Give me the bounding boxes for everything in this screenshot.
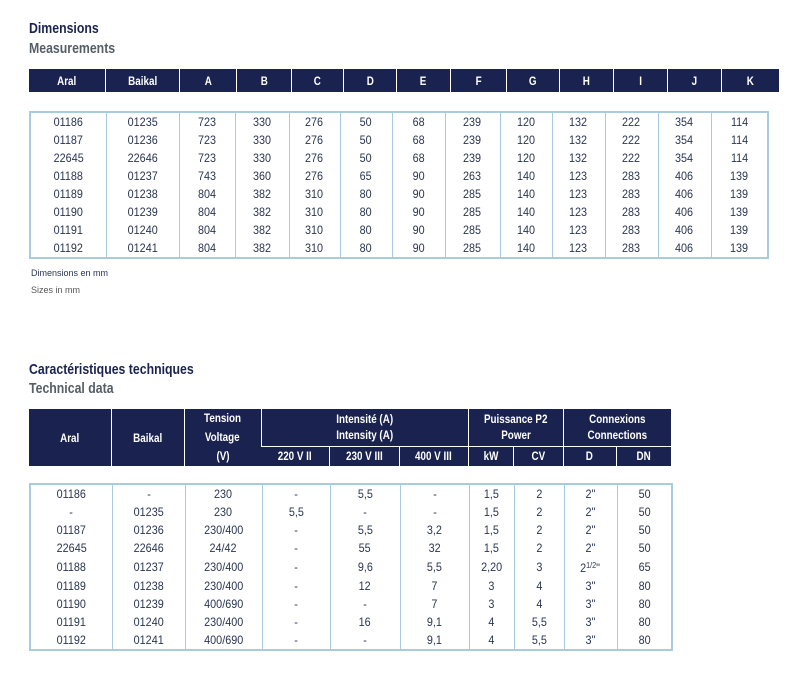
technical-table [29,483,673,651]
table-cell: 01188 [56,560,86,574]
table-row [30,539,672,557]
table-row [30,221,768,239]
dimensions-table [29,111,769,259]
table-cell: 5,5 [330,521,400,539]
table-cell: - [69,505,74,519]
table-cell: 239 [445,131,500,149]
table-cell: 804 [179,185,235,203]
table-cell: 7 [400,595,469,613]
table-cell: 50 [617,503,672,521]
table-cell: 354 [658,131,711,149]
table-cell: 283 [605,203,658,221]
table-cell: 139 [711,185,768,203]
table-row [30,631,672,650]
th-cv: CV [513,446,563,466]
th-aral: Aral [29,409,111,466]
table-cell: 16 [330,613,400,631]
table-cell: 330 [235,112,289,131]
th-power: Puissance P2 Power [468,409,563,446]
table-row [30,167,768,185]
table-cell: - [262,484,330,503]
table-cell: 406 [658,203,711,221]
table-cell: 276 [289,149,340,167]
table-cell: 2 [514,521,564,539]
table-cell: 283 [605,167,658,185]
table-cell: 3,2 [400,521,469,539]
table-row [30,503,672,521]
table-row [30,131,768,149]
table-cell: 01192 [53,241,83,255]
table-row [30,484,672,503]
table-cell: 239 [445,112,500,131]
table-cell: 2 [514,503,564,521]
table-cell: 7 [400,577,469,595]
table-cell: 50 [340,112,392,131]
table-cell: 01188 [53,169,83,183]
table-cell: 1,5 [469,484,514,503]
table-cell: - [330,595,400,613]
th-400v: 400 V III [399,446,468,466]
table-cell: 723 [179,149,235,167]
technical-title: Caractéristiques techniques [29,361,194,378]
table-cell: 68 [392,131,445,149]
table-cell: - [112,484,185,503]
table-cell: 5,5 [400,557,469,577]
table-cell: - [400,484,469,503]
th-dn: DN [616,446,671,466]
dim-col-header: Aral [29,69,106,92]
table-cell: 139 [711,203,768,221]
table-cell: 01191 [53,223,83,237]
table-row [30,149,768,167]
table-cell: 3" [564,613,617,631]
table-cell: 9,6 [330,557,400,577]
table-row [30,595,672,613]
table-cell: 230 [185,484,262,503]
table-cell: 01236 [106,131,179,149]
table-cell: 2 [514,484,564,503]
table-row [30,239,768,258]
table-cell: 743 [179,167,235,185]
dim-col-header: B [237,69,292,92]
table-cell: 2" [564,484,617,503]
table-cell: 139 [711,239,768,258]
table-cell: 5,5 [330,484,400,503]
table-cell: 80 [617,631,672,650]
table-cell: - [400,503,469,521]
dim-col-header: Baikal [106,69,180,92]
table-cell: 283 [605,239,658,258]
th-220v: 220 V II [261,446,329,466]
table-cell: - [262,539,330,557]
table-cell: 01190 [56,597,86,611]
table-cell: 01187 [53,133,83,147]
table-cell: 50 [340,131,392,149]
table-cell: 120 [500,112,552,131]
table-cell: 01238 [112,577,185,595]
dim-col-header: I [614,69,668,92]
dim-col-header: J [668,69,722,92]
table-cell: 139 [711,221,768,239]
table-cell: 354 [658,112,711,131]
table-cell: 22645 [56,541,87,555]
table-cell: 22646 [106,149,179,167]
table-row [30,577,672,595]
table-cell: 4 [514,595,564,613]
table-cell: 80 [340,185,392,203]
technical-header [29,409,671,466]
table-cell: - [330,503,400,521]
table-cell: 382 [235,185,289,203]
table-cell: 400/690 [185,631,262,650]
table-cell: 222 [605,131,658,149]
table-cell: 50 [617,539,672,557]
table-cell: 01191 [56,615,86,629]
table-cell: 5,5 [514,613,564,631]
table-cell: 24/42 [185,539,262,557]
table-cell: 123 [552,167,605,185]
table-cell: 123 [552,203,605,221]
table-cell: 3 [514,557,564,577]
table-cell: 310 [289,239,340,258]
th-d: D [563,446,616,466]
table-cell: 276 [289,112,340,131]
table-cell: 804 [179,203,235,221]
table-row [30,112,768,131]
table-cell: 230/400 [185,577,262,595]
table-cell: 22646 [112,539,185,557]
table-cell: $2^{1/2}$" [564,557,617,577]
table-cell: 139 [711,167,768,185]
table-cell: 140 [500,239,552,258]
table-cell: 382 [235,239,289,258]
th-kw: kW [468,446,513,466]
table-cell: 1,5 [469,503,514,521]
table-cell: 123 [552,239,605,258]
th-intensity: Intensité (A) Intensity (A) [261,409,468,446]
table-cell: 22645 [53,151,84,165]
table-cell: 360 [235,167,289,185]
table-cell: 4 [469,613,514,631]
table-cell: 406 [658,239,711,258]
table-cell: 2 [514,539,564,557]
table-cell: 50 [617,521,672,539]
table-cell: 80 [617,613,672,631]
table-cell: 804 [179,239,235,258]
table-cell: - [262,577,330,595]
table-cell: 01237 [106,167,179,185]
table-cell: 804 [179,221,235,239]
table-cell: 276 [289,167,340,185]
table-cell: 50 [617,484,672,503]
table-cell: 2,20 [469,557,514,577]
dimensions-header [29,69,779,92]
table-cell: - [262,595,330,613]
table-cell: 406 [658,167,711,185]
table-cell: - [262,631,330,650]
table-cell: 382 [235,221,289,239]
table-cell: 01240 [112,613,185,631]
table-cell: 9,1 [400,613,469,631]
table-cell: 723 [179,131,235,149]
table-cell: 80 [340,221,392,239]
table-cell: 400/690 [185,595,262,613]
table-cell: 01240 [106,221,179,239]
table-cell: - [262,613,330,631]
table-cell: 01192 [56,633,86,647]
table-cell: 120 [500,149,552,167]
table-cell: 114 [711,131,768,149]
table-cell: 283 [605,221,658,239]
table-cell: 90 [392,185,445,203]
table-cell: 01241 [106,239,179,258]
table-cell: 230/400 [185,521,262,539]
table-cell: 3 [469,577,514,595]
table-cell: 723 [179,112,235,131]
dim-col-header: K [722,69,780,92]
table-cell: 68 [392,149,445,167]
technical-subtitle: Technical data [29,380,114,397]
table-cell: 354 [658,149,711,167]
table-cell: 65 [340,167,392,185]
table-cell: 12 [330,577,400,595]
table-cell: 1,5 [469,521,514,539]
table-cell: 2" [564,521,617,539]
dimensions-note: Dimensions en mm [31,268,109,278]
table-cell: 90 [392,203,445,221]
dim-col-header: A [180,69,237,92]
table-cell: 3" [564,577,617,595]
table-row [30,521,672,539]
table-cell: 2" [564,539,617,557]
table-cell: 01239 [106,203,179,221]
th-baikal: Baikal [111,409,184,466]
table-cell: 132 [552,149,605,167]
table-cell: 01237 [112,557,185,577]
table-cell: 01187 [56,523,86,537]
th-connections: Connexions Connections [563,409,671,446]
table-cell: 4 [514,577,564,595]
table-cell: 230/400 [185,557,262,577]
table-cell: 230/400 [185,613,262,631]
table-cell: - [262,521,330,539]
table-cell: 285 [445,239,500,258]
table-cell: 330 [235,131,289,149]
table-row [30,557,672,577]
table-cell: 01238 [106,185,179,203]
table-cell: 2" [564,503,617,521]
dim-col-header: G [507,69,560,92]
table-cell: 406 [658,221,711,239]
table-cell: 5,5 [514,631,564,650]
table-cell: 123 [552,221,605,239]
table-cell: 01186 [56,487,86,501]
table-row [30,613,672,631]
table-cell: 90 [392,167,445,185]
table-cell: 283 [605,185,658,203]
table-row [30,185,768,203]
th-230v: 230 V III [329,446,399,466]
table-cell: 1,5 [469,539,514,557]
table-cell: 132 [552,131,605,149]
table-cell: 310 [289,185,340,203]
dimensions-title: Dimensions [29,20,99,37]
table-cell: 01235 [106,112,179,131]
table-cell: 3 [469,595,514,613]
table-cell: 132 [552,112,605,131]
table-cell: 140 [500,221,552,239]
table-cell: 80 [340,239,392,258]
table-cell: 285 [445,221,500,239]
table-cell: 01189 [56,579,86,593]
table-cell: 80 [617,595,672,613]
table-cell: 382 [235,203,289,221]
table-cell: 140 [500,185,552,203]
table-cell: 01235 [112,503,185,521]
table-cell: 123 [552,185,605,203]
dim-col-header: E [397,69,451,92]
table-cell: 4 [469,631,514,650]
table-cell: 285 [445,203,500,221]
table-cell: 01241 [112,631,185,650]
table-cell: - [262,557,330,577]
th-tension: Tension Voltage (V) [184,409,261,466]
table-cell: 01236 [112,521,185,539]
table-cell: 55 [330,539,400,557]
table-cell: 3" [564,595,617,613]
table-cell: 65 [617,557,672,577]
table-cell: 50 [340,149,392,167]
dim-col-header: D [344,69,397,92]
table-cell: 330 [235,149,289,167]
dim-col-header: F [451,69,507,92]
table-cell: 222 [605,112,658,131]
dim-col-header: H [560,69,614,92]
table-cell: 3" [564,631,617,650]
table-cell: 276 [289,131,340,149]
table-cell: 310 [289,221,340,239]
table-cell: 114 [711,112,768,131]
table-cell: 114 [711,149,768,167]
table-cell: 310 [289,203,340,221]
dimensions-note-en: Sizes in mm [31,285,81,295]
table-cell: 140 [500,203,552,221]
table-cell: 90 [392,221,445,239]
table-cell: 230 [185,503,262,521]
table-cell: 80 [617,577,672,595]
table-cell: 32 [400,539,469,557]
table-cell: 01189 [53,187,83,201]
table-cell: 01190 [53,205,83,219]
table-cell: 140 [500,167,552,185]
table-cell: 263 [445,167,500,185]
table-row [30,203,768,221]
table-cell: 68 [392,112,445,131]
table-cell: 222 [605,149,658,167]
table-cell: 80 [340,203,392,221]
table-cell: 9,1 [400,631,469,650]
table-cell: 01239 [112,595,185,613]
dimensions-subtitle: Measurements [29,40,116,57]
table-cell: 120 [500,131,552,149]
table-cell: 239 [445,149,500,167]
dim-col-header: C [292,69,344,92]
table-cell: 01186 [53,115,83,129]
table-cell: 5,5 [262,503,330,521]
table-cell: 406 [658,185,711,203]
table-cell: 285 [445,185,500,203]
table-cell: 90 [392,239,445,258]
table-cell: - [330,631,400,650]
